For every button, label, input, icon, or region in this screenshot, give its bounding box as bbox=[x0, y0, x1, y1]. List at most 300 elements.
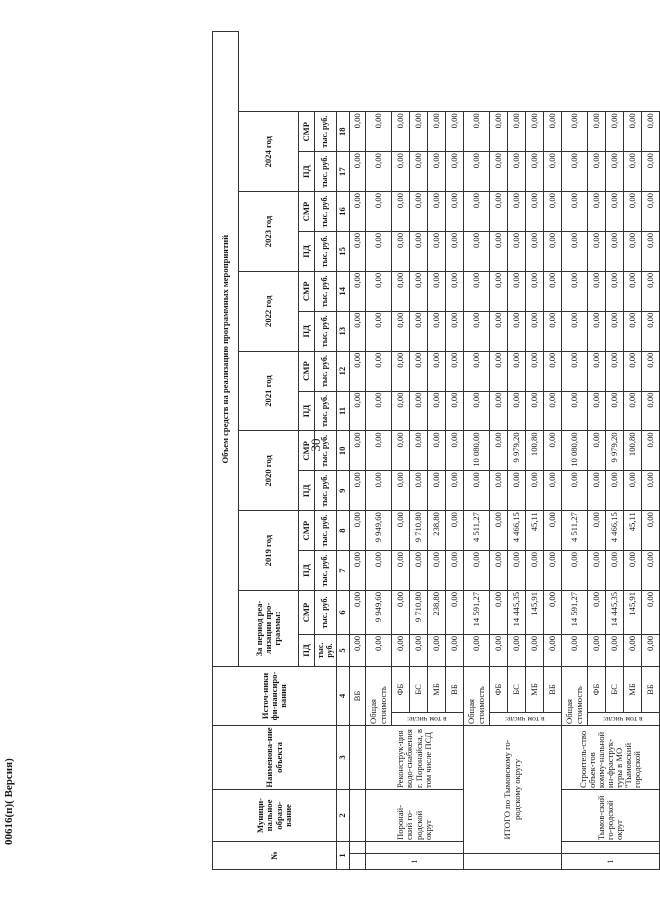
value-cell: 0,00 bbox=[508, 112, 526, 152]
value-cell: 0,00 bbox=[410, 271, 428, 311]
value-cell: 0,00 bbox=[588, 431, 606, 471]
value-cell: 0,00 bbox=[544, 192, 562, 232]
row-num-cell: 1 bbox=[562, 854, 660, 870]
value-cell: 0,00 bbox=[464, 391, 490, 431]
source-cell: ФБ bbox=[392, 666, 410, 712]
row-spacer-cell bbox=[562, 841, 660, 853]
value-cell: 0,00 bbox=[446, 471, 464, 511]
value-cell: 9 710,80 bbox=[410, 511, 428, 551]
value-cell: 0,00 bbox=[464, 192, 490, 232]
value-cell: 0,00 bbox=[490, 192, 508, 232]
value-cell: 0,00 bbox=[526, 231, 544, 271]
value-cell: 0,00 bbox=[624, 634, 642, 666]
value-cell: 0,00 bbox=[392, 231, 410, 271]
municipality-cell bbox=[350, 789, 366, 841]
col-header-unit: тыс. руб. bbox=[315, 152, 337, 192]
value-cell: 0,00 bbox=[410, 192, 428, 232]
value-cell: 0,00 bbox=[490, 271, 508, 311]
value-cell: 0,00 bbox=[606, 271, 624, 311]
value-cell: 0,00 bbox=[606, 311, 624, 351]
value-cell: 0,00 bbox=[350, 271, 366, 311]
value-cell: 0,00 bbox=[642, 112, 660, 152]
value-cell: 0,00 bbox=[446, 311, 464, 351]
in-that-number-label: в том числе: bbox=[504, 714, 545, 724]
value-cell: 0,00 bbox=[606, 351, 624, 391]
col-header-smr: СМР bbox=[299, 511, 315, 551]
value-cell: 0,00 bbox=[410, 634, 428, 666]
col-index: 3 bbox=[337, 725, 350, 789]
value-cell: 0,00 bbox=[544, 231, 562, 271]
value-cell: 0,00 bbox=[410, 112, 428, 152]
value-cell: 0,00 bbox=[428, 311, 446, 351]
value-cell: 0,00 bbox=[642, 231, 660, 271]
value-cell: 0,00 bbox=[642, 192, 660, 232]
value-cell: 0,00 bbox=[410, 431, 428, 471]
value-cell: 0,00 bbox=[544, 391, 562, 431]
value-cell: 0,00 bbox=[350, 551, 366, 591]
value-cell: 0,00 bbox=[508, 231, 526, 271]
value-cell: 0,00 bbox=[588, 391, 606, 431]
col-header-pd: ПД bbox=[299, 551, 315, 591]
col-header-unit: тыс. руб. bbox=[315, 431, 337, 471]
col-header-year-2019: 2019 год bbox=[239, 511, 299, 591]
source-cell: ФБ bbox=[588, 666, 606, 712]
value-cell: 0,00 bbox=[428, 192, 446, 232]
in-that-number-cell bbox=[588, 712, 660, 725]
value-cell: 0,00 bbox=[508, 391, 526, 431]
value-cell: 0,00 bbox=[526, 471, 544, 511]
in-that-number-label: в том числе: bbox=[406, 714, 447, 724]
value-cell: 45,11 bbox=[624, 511, 642, 551]
value-cell: 0,00 bbox=[464, 634, 490, 666]
value-cell: 145,91 bbox=[624, 590, 642, 634]
source-cell: ВБ bbox=[350, 666, 366, 725]
col-index: 8 bbox=[337, 511, 350, 551]
table-container bbox=[212, 33, 655, 870]
value-cell: 0,00 bbox=[508, 634, 526, 666]
col-index: 16 bbox=[337, 192, 350, 232]
value-cell: 0,00 bbox=[446, 231, 464, 271]
row-spacer-cell bbox=[350, 841, 366, 853]
footer-version: 00616(п)( Версия) bbox=[3, 758, 15, 845]
value-cell: 0,00 bbox=[588, 112, 606, 152]
object-cell: Реконструк-ция водо-снабжения г. Поронайска, в том числе ПСД bbox=[366, 725, 464, 789]
value-cell: 0,00 bbox=[446, 112, 464, 152]
row-num-cell bbox=[464, 854, 562, 870]
value-cell: 0,00 bbox=[428, 271, 446, 311]
col-header-pd: ПД bbox=[299, 152, 315, 192]
row-num-cell bbox=[350, 854, 366, 870]
table-row bbox=[350, 32, 366, 870]
value-cell: 0,00 bbox=[490, 152, 508, 192]
col-header-pd: ПД bbox=[299, 231, 315, 271]
col-index: 18 bbox=[337, 112, 350, 152]
value-cell: 0,00 bbox=[366, 551, 392, 591]
value-cell: 9 979,20 bbox=[508, 431, 526, 471]
value-cell: 0,00 bbox=[526, 112, 544, 152]
col-header-smr: СМР bbox=[299, 431, 315, 471]
value-cell: 0,00 bbox=[606, 152, 624, 192]
col-header-unit: тыс. руб. bbox=[315, 634, 337, 666]
col-index: 17 bbox=[337, 152, 350, 192]
value-cell: 0,00 bbox=[642, 590, 660, 634]
col-header-unit: тыс. руб. bbox=[315, 192, 337, 232]
table-row bbox=[464, 32, 490, 870]
value-cell: 0,00 bbox=[464, 471, 490, 511]
value-cell: 4 511,27 bbox=[464, 511, 490, 551]
value-cell: 0,00 bbox=[446, 590, 464, 634]
col-header-sources: Источ-ники фи-нансиро-вания bbox=[213, 666, 337, 725]
value-cell: 0,00 bbox=[350, 590, 366, 634]
value-cell: 0,00 bbox=[392, 192, 410, 232]
col-index: 15 bbox=[337, 231, 350, 271]
row-spacer-cell bbox=[366, 841, 464, 853]
col-header-object: Наименова-ние объекта bbox=[213, 725, 337, 789]
value-cell: 0,00 bbox=[428, 551, 446, 591]
table-row bbox=[366, 32, 392, 870]
value-cell: 0,00 bbox=[508, 471, 526, 511]
source-cell: МБ bbox=[428, 666, 446, 712]
col-header-pd: ПД bbox=[299, 311, 315, 351]
object-cell: Строитель-ство объек-тов комму-нальной ин-фраструк-туры в МО "Тымовский городской bbox=[562, 725, 660, 789]
value-cell: 0,00 bbox=[544, 634, 562, 666]
object-cell bbox=[350, 725, 366, 789]
source-cell: ФБ bbox=[490, 666, 508, 712]
value-cell: 0,00 bbox=[428, 471, 446, 511]
value-cell: 0,00 bbox=[446, 511, 464, 551]
in-that-number-label: в том числе: bbox=[602, 714, 643, 724]
col-header-unit: тыс. руб. bbox=[315, 590, 337, 634]
value-cell: 45,11 bbox=[526, 511, 544, 551]
value-cell: 0,00 bbox=[562, 311, 588, 351]
value-cell: 0,00 bbox=[410, 351, 428, 391]
value-cell: 0,00 bbox=[562, 634, 588, 666]
value-cell: 0,00 bbox=[490, 590, 508, 634]
value-cell: 0,00 bbox=[606, 391, 624, 431]
value-cell: 0,00 bbox=[508, 192, 526, 232]
value-cell: 0,00 bbox=[562, 112, 588, 152]
value-cell: 0,00 bbox=[446, 551, 464, 591]
col-index: 9 bbox=[337, 471, 350, 511]
value-cell: 0,00 bbox=[366, 271, 392, 311]
value-cell: 0,00 bbox=[642, 271, 660, 311]
value-cell: 0,00 bbox=[490, 112, 508, 152]
value-cell: 0,00 bbox=[588, 231, 606, 271]
value-cell: 0,00 bbox=[588, 634, 606, 666]
value-cell: 0,00 bbox=[410, 311, 428, 351]
value-cell: 0,00 bbox=[544, 590, 562, 634]
value-cell: 0,00 bbox=[392, 431, 410, 471]
value-cell: 0,00 bbox=[366, 391, 392, 431]
value-cell: 0,00 bbox=[350, 471, 366, 511]
value-cell: 0,00 bbox=[562, 271, 588, 311]
value-cell: 0,00 bbox=[588, 271, 606, 311]
value-cell: 0,00 bbox=[446, 634, 464, 666]
value-cell: 0,00 bbox=[366, 311, 392, 351]
value-cell: 0,00 bbox=[366, 471, 392, 511]
value-cell: 0,00 bbox=[606, 231, 624, 271]
value-cell: 14 445,35 bbox=[606, 590, 624, 634]
value-cell: 0,00 bbox=[464, 311, 490, 351]
value-cell: 0,00 bbox=[544, 511, 562, 551]
source-cell: ВБ bbox=[446, 666, 464, 712]
value-cell: 9 979,20 bbox=[606, 431, 624, 471]
value-cell: 0,00 bbox=[588, 152, 606, 192]
value-cell: 0,00 bbox=[588, 511, 606, 551]
value-cell: 0,00 bbox=[606, 551, 624, 591]
value-cell: 0,00 bbox=[350, 152, 366, 192]
value-cell: 0,00 bbox=[642, 391, 660, 431]
value-cell: 0,00 bbox=[642, 431, 660, 471]
col-header-unit: тыс. руб. bbox=[315, 351, 337, 391]
col-header-unit: тыс. руб. bbox=[315, 271, 337, 311]
value-cell: 4 511,27 bbox=[562, 511, 588, 551]
value-cell: 0,00 bbox=[544, 351, 562, 391]
page-number: 30 bbox=[308, 438, 323, 452]
value-cell: 0,00 bbox=[544, 551, 562, 591]
value-cell: 0,00 bbox=[410, 152, 428, 192]
value-cell: 14 591,27 bbox=[464, 590, 490, 634]
value-cell: 0,00 bbox=[624, 112, 642, 152]
col-header-pd: ПД bbox=[299, 471, 315, 511]
col-index: 1 bbox=[337, 841, 350, 869]
col-index: 7 bbox=[337, 551, 350, 591]
value-cell: 0,00 bbox=[464, 551, 490, 591]
value-cell: 0,00 bbox=[410, 231, 428, 271]
value-cell: 0,00 bbox=[508, 551, 526, 591]
value-cell: 0,00 bbox=[562, 192, 588, 232]
value-cell: 0,00 bbox=[624, 152, 642, 192]
col-header-unit: тыс. руб. bbox=[315, 511, 337, 551]
value-cell: 0,00 bbox=[606, 634, 624, 666]
value-cell: 0,00 bbox=[464, 231, 490, 271]
value-cell: 0,00 bbox=[490, 311, 508, 351]
source-cell: Общая стоимость bbox=[464, 666, 490, 725]
col-index: 12 bbox=[337, 351, 350, 391]
value-cell: 0,00 bbox=[606, 471, 624, 511]
value-cell: 0,00 bbox=[428, 231, 446, 271]
value-cell: 0,00 bbox=[366, 231, 392, 271]
col-index: 6 bbox=[337, 590, 350, 634]
value-cell: 0,00 bbox=[464, 152, 490, 192]
value-cell: 0,00 bbox=[544, 152, 562, 192]
value-cell: 0,00 bbox=[366, 152, 392, 192]
col-header-year-2024: 2024 год bbox=[239, 112, 299, 192]
col-header-smr: СМР bbox=[299, 351, 315, 391]
row-num-cell: 1 bbox=[366, 854, 464, 870]
col-header-year-2023: 2023 год bbox=[239, 192, 299, 272]
source-cell: Общая стоимость bbox=[562, 666, 588, 725]
municipality-cell: Поронай-ский го-родской округ bbox=[366, 789, 464, 841]
value-cell: 0,00 bbox=[366, 192, 392, 232]
value-cell: 0,00 bbox=[392, 351, 410, 391]
col-header-smr: СМР bbox=[299, 271, 315, 311]
col-header-volume: Объем средств на реализацию программных мероприятий bbox=[213, 32, 239, 667]
value-cell: 0,00 bbox=[490, 471, 508, 511]
value-cell: 0,00 bbox=[410, 391, 428, 431]
col-header-year-2021: 2021 год bbox=[239, 351, 299, 431]
col-header-municipality: Муници-пальное образо-вание bbox=[213, 789, 337, 841]
col-header-year-2022: 2022 год bbox=[239, 271, 299, 351]
col-index: 2 bbox=[337, 789, 350, 841]
col-header-unit: тыс. руб. bbox=[315, 112, 337, 152]
value-cell: 0,00 bbox=[428, 351, 446, 391]
value-cell: 0,00 bbox=[490, 391, 508, 431]
value-cell: 0,00 bbox=[410, 471, 428, 511]
source-cell: БС bbox=[410, 666, 428, 712]
column-index-row bbox=[337, 32, 350, 870]
value-cell: 0,00 bbox=[490, 431, 508, 471]
value-cell: 9 949,60 bbox=[366, 590, 392, 634]
value-cell: 0,00 bbox=[624, 231, 642, 271]
value-cell: 0,00 bbox=[446, 431, 464, 471]
value-cell: 0,00 bbox=[350, 511, 366, 551]
value-cell: 0,00 bbox=[544, 311, 562, 351]
in-that-number-cell bbox=[490, 712, 562, 725]
value-cell: 0,00 bbox=[544, 112, 562, 152]
value-cell: 0,00 bbox=[392, 271, 410, 311]
value-cell: 10 080,00 bbox=[464, 431, 490, 471]
value-cell: 0,00 bbox=[642, 471, 660, 511]
col-header-unit: тыс. руб. bbox=[315, 471, 337, 511]
value-cell: 0,00 bbox=[562, 351, 588, 391]
rotated-table-frame bbox=[212, 33, 655, 870]
value-cell: 0,00 bbox=[562, 152, 588, 192]
value-cell: 0,00 bbox=[624, 311, 642, 351]
col-header-smr: СМР bbox=[299, 192, 315, 232]
value-cell: 0,00 bbox=[526, 391, 544, 431]
value-cell: 100,80 bbox=[624, 431, 642, 471]
value-cell: 0,00 bbox=[350, 634, 366, 666]
source-cell: ВБ bbox=[544, 666, 562, 712]
value-cell: 0,00 bbox=[642, 351, 660, 391]
value-cell: 0,00 bbox=[642, 551, 660, 591]
value-cell: 0,00 bbox=[624, 551, 642, 591]
value-cell: 0,00 bbox=[526, 152, 544, 192]
value-cell: 0,00 bbox=[490, 551, 508, 591]
value-cell: 0,00 bbox=[588, 192, 606, 232]
value-cell: 0,00 bbox=[392, 590, 410, 634]
value-cell: 0,00 bbox=[588, 471, 606, 511]
value-cell: 0,00 bbox=[392, 112, 410, 152]
col-index: 14 bbox=[337, 271, 350, 311]
value-cell: 0,00 bbox=[562, 551, 588, 591]
value-cell: 0,00 bbox=[464, 112, 490, 152]
value-cell: 0,00 bbox=[392, 311, 410, 351]
source-cell: БС bbox=[508, 666, 526, 712]
budget-table bbox=[212, 31, 660, 870]
value-cell: 0,00 bbox=[526, 311, 544, 351]
source-cell: МБ bbox=[624, 666, 642, 712]
value-cell: 0,00 bbox=[526, 271, 544, 311]
col-index: 13 bbox=[337, 311, 350, 351]
source-cell: Общая стоимость bbox=[366, 666, 392, 725]
table-row bbox=[562, 32, 588, 870]
value-cell: 0,00 bbox=[526, 551, 544, 591]
value-cell: 0,00 bbox=[446, 271, 464, 311]
value-cell: 0,00 bbox=[490, 511, 508, 551]
value-cell: 0,00 bbox=[642, 511, 660, 551]
value-cell: 0,00 bbox=[624, 391, 642, 431]
value-cell: 0,00 bbox=[366, 351, 392, 391]
col-index: 11 bbox=[337, 391, 350, 431]
value-cell: 145,91 bbox=[526, 590, 544, 634]
value-cell: 0,00 bbox=[392, 391, 410, 431]
value-cell: 0,00 bbox=[350, 311, 366, 351]
value-cell: 0,00 bbox=[350, 351, 366, 391]
value-cell: 0,00 bbox=[392, 511, 410, 551]
value-cell: 0,00 bbox=[642, 152, 660, 192]
value-cell: 14 591,27 bbox=[562, 590, 588, 634]
value-cell: 0,00 bbox=[624, 471, 642, 511]
col-index: 4 bbox=[337, 666, 350, 725]
value-cell: 10 080,00 bbox=[562, 431, 588, 471]
col-header-unit: тыс. руб. bbox=[315, 311, 337, 351]
value-cell: 0,00 bbox=[624, 271, 642, 311]
value-cell: 0,00 bbox=[392, 551, 410, 591]
group-title-cell: ИТОГО по Тымовскому го-родскому округу bbox=[464, 725, 562, 853]
value-cell: 0,00 bbox=[544, 471, 562, 511]
value-cell: 0,00 bbox=[544, 271, 562, 311]
value-cell: 0,00 bbox=[624, 351, 642, 391]
col-header-smr: СМР bbox=[299, 590, 315, 634]
value-cell: 0,00 bbox=[526, 192, 544, 232]
col-header-period: За период реа-лизации про-граммы: bbox=[239, 590, 299, 666]
value-cell: 0,00 bbox=[562, 231, 588, 271]
value-cell: 0,00 bbox=[508, 152, 526, 192]
municipality-cell: Тымов-ский го-родской округ bbox=[562, 789, 660, 841]
value-cell: 0,00 bbox=[588, 590, 606, 634]
value-cell: 4 466,15 bbox=[606, 511, 624, 551]
value-cell: 0,00 bbox=[428, 391, 446, 431]
value-cell: 0,00 bbox=[446, 391, 464, 431]
value-cell: 0,00 bbox=[464, 271, 490, 311]
value-cell: 0,00 bbox=[642, 634, 660, 666]
value-cell: 0,00 bbox=[544, 431, 562, 471]
value-cell: 0,00 bbox=[350, 391, 366, 431]
value-cell: 0,00 bbox=[588, 551, 606, 591]
source-cell: БС bbox=[606, 666, 624, 712]
value-cell: 0,00 bbox=[588, 311, 606, 351]
in-that-number-cell bbox=[392, 712, 464, 725]
value-cell: 0,00 bbox=[490, 351, 508, 391]
value-cell: 0,00 bbox=[642, 311, 660, 351]
value-cell: 0,00 bbox=[606, 112, 624, 152]
value-cell: 0,00 bbox=[446, 351, 464, 391]
value-cell: 238,80 bbox=[428, 590, 446, 634]
col-header-num: № bbox=[213, 841, 337, 869]
value-cell: 14 445,35 bbox=[508, 590, 526, 634]
value-cell: 0,00 bbox=[624, 192, 642, 232]
value-cell: 0,00 bbox=[392, 152, 410, 192]
value-cell: 0,00 bbox=[366, 634, 392, 666]
value-cell: 0,00 bbox=[464, 351, 490, 391]
source-cell: МБ bbox=[526, 666, 544, 712]
value-cell: 100,80 bbox=[526, 431, 544, 471]
col-header-pd: ПД bbox=[299, 391, 315, 431]
value-cell: 4 466,15 bbox=[508, 511, 526, 551]
value-cell: 9 949,60 bbox=[366, 511, 392, 551]
value-cell: 0,00 bbox=[366, 112, 392, 152]
value-cell: 0,00 bbox=[562, 391, 588, 431]
value-cell: 0,00 bbox=[606, 192, 624, 232]
value-cell: 0,00 bbox=[428, 112, 446, 152]
col-header-year-2020: 2020 год bbox=[239, 431, 299, 511]
value-cell: 0,00 bbox=[588, 351, 606, 391]
value-cell: 0,00 bbox=[350, 431, 366, 471]
value-cell: 0,00 bbox=[392, 634, 410, 666]
value-cell: 0,00 bbox=[392, 471, 410, 511]
